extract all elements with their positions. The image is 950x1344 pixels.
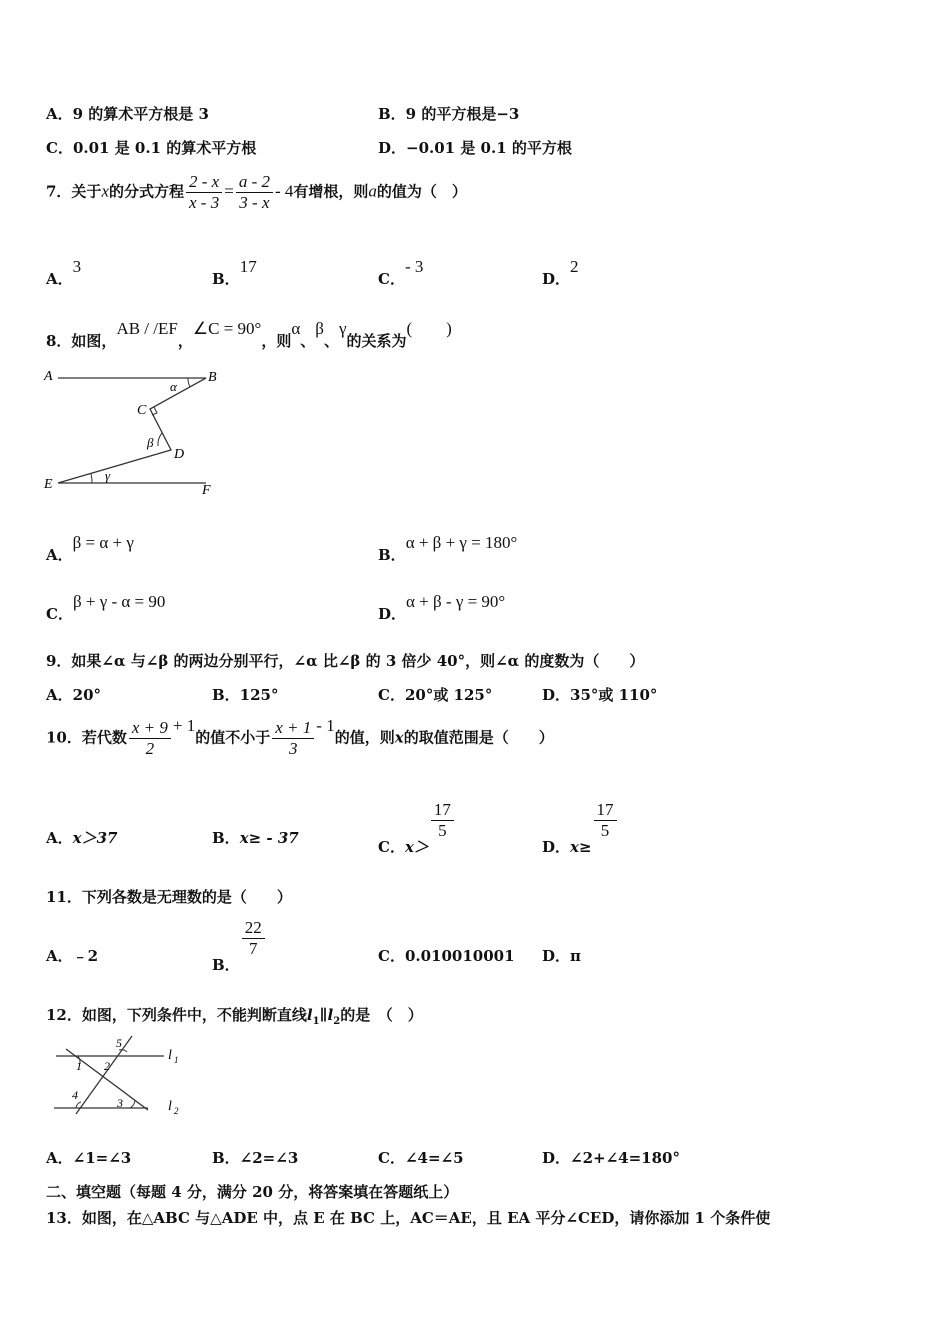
q8-option-d: D．α + β - γ = 90° <box>378 592 506 623</box>
label-4: 4 <box>72 1088 78 1102</box>
q10-stem: 10．若代数 $\frac{x + 9}{2}$ + 1的值不小于 $\frac{x + 1}{3}$ - 1的值，则x的取值范围是（ ） <box>46 715 554 758</box>
label-l1-sub: 1 <box>174 1055 179 1065</box>
q10-fraction-2: $\frac{x + 1}{3}$ <box>272 718 314 759</box>
q9-option-c: C．20°或 125° <box>378 686 493 704</box>
q7-fraction-right: $\frac{a - 2}{3 - x}$ <box>236 172 273 213</box>
q10-option-d-fraction: $\frac{17}{5}$ <box>594 800 617 841</box>
q6-option-b: B．9 的平方根是−3 <box>378 105 520 123</box>
q11-option-a: A．﹣2 <box>46 947 99 965</box>
q10-option-c-fraction: $\frac{17}{5}$ <box>431 800 454 841</box>
label-e: E <box>44 477 53 492</box>
q7-option-b: B．17 <box>212 257 257 288</box>
q10-option-c: C．x＞ $\frac{17}{5}$ <box>378 800 456 841</box>
q12-figure <box>48 1034 198 1124</box>
q7-option-a: A．3 <box>46 257 82 288</box>
gamma-arc <box>91 474 92 483</box>
label-2: 2 <box>104 1059 110 1073</box>
q8-option-c: C．β + γ - α = 90 <box>46 592 166 623</box>
q8-stem: 8．如图，AB / /EF，∠C = 90°，则α、β、γ的关系为( ) <box>46 319 452 350</box>
q13-stem: 13．如图，在△ABC 与△ADE 中，点 E 在 BC 上，AC＝AE，且 EA 平分∠CED，请你添加 1 个条件使 <box>46 1209 771 1227</box>
q9-option-b: B．125° <box>212 686 279 704</box>
q6-option-c: C．0.01 是 0.1 的算术平方根 <box>46 139 257 157</box>
label-beta: β <box>147 435 154 450</box>
q8-figure <box>40 362 230 502</box>
q11-option-c: C．0.010010001 <box>378 947 515 965</box>
q11-option-d: D．π <box>542 947 581 965</box>
section-2-heading: 二、填空题（每题 4 分，满分 20 分，将答案填在答题纸上） <box>46 1183 459 1201</box>
q11-option-b-fraction: $\frac{22}{7}$ <box>242 918 265 959</box>
q7-option-d: D．2 <box>542 257 579 288</box>
q9-stem: 9．如果∠α 与∠β 的两边分别平行，∠α 比∠β 的 3 倍少 40°，则∠α 的度数为（ ） <box>46 652 645 670</box>
q7-stem: 7．关于x的分式方程 $\frac{2 - x}{x - 3}$ = $\frac{a - 2}{3 - x}$ - 4有增根，则a的值为（ ） <box>46 172 467 212</box>
label-alpha: α <box>170 379 177 394</box>
label-3: 3 <box>117 1096 123 1110</box>
q12-option-b: B．∠2=∠3 <box>212 1149 299 1167</box>
label-d: D <box>174 447 185 462</box>
label-1: 1 <box>76 1059 82 1073</box>
q8-option-a: A．β = α + γ <box>46 533 134 564</box>
q12-option-a: A．∠1=∠3 <box>46 1149 132 1167</box>
label-5: 5 <box>116 1036 122 1050</box>
label-c: C <box>137 403 147 418</box>
q12-option-c: C．∠4=∠5 <box>378 1149 464 1167</box>
label-l2-sub: 2 <box>174 1106 179 1116</box>
q7-fraction-left: $\frac{2 - x}{x - 3}$ <box>186 172 222 213</box>
q10-fraction-1: $\frac{x + 9}{2}$ <box>129 718 171 759</box>
q10-option-a: A．x＞37 <box>46 829 118 847</box>
transversal-2 <box>76 1036 132 1114</box>
q12-stem: 12．如图，下列条件中，不能判断直线$l_1\parallel l_2$的是 （ ） <box>46 1006 423 1027</box>
zigzag-bcde <box>58 378 206 483</box>
q6-option-d: D．−0.01 是 0.1 的平方根 <box>378 139 572 157</box>
alpha-arc <box>188 378 190 387</box>
beta-arc <box>158 433 162 446</box>
q9-option-a: A．20° <box>46 686 102 704</box>
q11-option-b: B． $\frac{22}{7}$ <box>212 918 267 959</box>
q11-stem: 11．下列各数是无理数的是（ ） <box>46 888 292 906</box>
q9-option-d: D．35°或 110° <box>542 686 658 704</box>
q10-option-b: B．x≥ - 37 <box>212 829 299 847</box>
label-f: F <box>202 483 211 498</box>
label-l2: l <box>168 1099 172 1114</box>
q7-option-c: C．- 3 <box>378 257 424 288</box>
q8-option-b: B．α + β + γ = 180° <box>378 533 518 564</box>
label-gamma: γ <box>105 468 111 483</box>
label-l1: l <box>168 1048 172 1063</box>
q10-option-d: D．x≥ $\frac{17}{5}$ <box>542 800 619 841</box>
label-b: B <box>208 370 217 385</box>
label-a: A <box>44 369 53 384</box>
q6-option-a: A．9 的算术平方根是 3 <box>46 105 209 123</box>
angle-3-arc <box>130 1100 135 1108</box>
q12-option-d: D．∠2+∠4=180° <box>542 1149 680 1167</box>
